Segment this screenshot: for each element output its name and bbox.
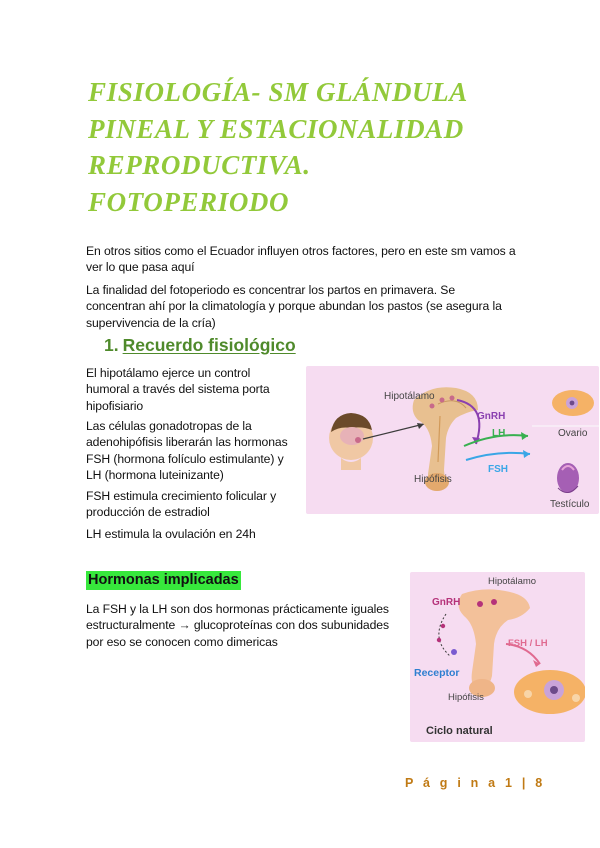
section2-paragraph-1: La FSH y la LH son dos hormonas prácticamente iguales estructuralmente → glucoproteínas con dos subunidades por eso se conocen como dimericas [86,602,389,649]
title-line: FISIOLOGÍA- SM GLÁNDULA [88,77,468,107]
document-title [88,74,558,220]
section1-paragraph-1: El hipotálamo ejerce un control humoral a través del sistema porta hipofisiario [86,366,270,413]
figure-hormonal-axis [306,366,599,514]
section-heading-text: Recuerdo fisiológico [122,335,296,355]
ovary-follicle-illustration [514,670,585,714]
figure1-fsh-label: FSH [488,464,508,475]
intro-paragraph-2: La finalidad del fotoperiodo es concentrar los partos en primavera. Se concentran ahí por la climatología y porque abundan los pastos (se asegura la supervivencia de la cría) [86,283,502,330]
figure1-testicle-label: Testículo [550,499,590,510]
title-line: PINEAL Y ESTACIONALIDAD [88,113,464,144]
figure1-lh-label: LH [492,428,506,439]
figure1-hypothalamus-label: Hipotálamo [384,391,435,402]
figure2-pituitary-label: Hipófisis [448,692,484,703]
figure1-gnrh-label: GnRH [477,411,506,422]
figure2-fshlh-label: FSH / LH [508,638,548,649]
intro-paragraph-1: En otros sitios como el Ecuador influyen otros factores, pero en este sm vamos a ver lo que pasa aquí [86,244,516,275]
figure1-ovary-label: Ovario [558,428,588,439]
section-number: 1. [104,335,119,355]
ovary-illustration [552,390,594,416]
title-line: FOTOPERIODO [88,186,290,217]
section1-paragraph-3: FSH estimula crecimiento folicular y producción de estradiol [86,489,277,520]
figure1-pituitary-label: Hipófisis [414,474,452,485]
figure-natural-cycle [410,572,585,742]
title-line: REPRODUCTIVA. [88,150,311,180]
section-heading-hormonas: Hormonas implicadas [88,572,239,588]
figure2-hypothalamus-label: Hipotálamo [488,576,537,587]
figure2-receptor-label: Receptor [414,667,460,679]
testicle-illustration [557,463,579,493]
figure2-caption: Ciclo natural [426,725,493,737]
figure2-gnrh-label: GnRH [432,597,461,608]
section1-paragraph-2: Las células gonadotropas de la adenohipófisis liberarán las hormonas FSH (hormona folículo estimulante) y LH (hormona luteinizante) [86,419,288,483]
section-heading-recuerdo [104,335,296,356]
section1-paragraph-4: LH estimula la ovulación en 24h [86,527,256,541]
page-number-footer: P á g i n a 1 | 8 [405,776,546,790]
